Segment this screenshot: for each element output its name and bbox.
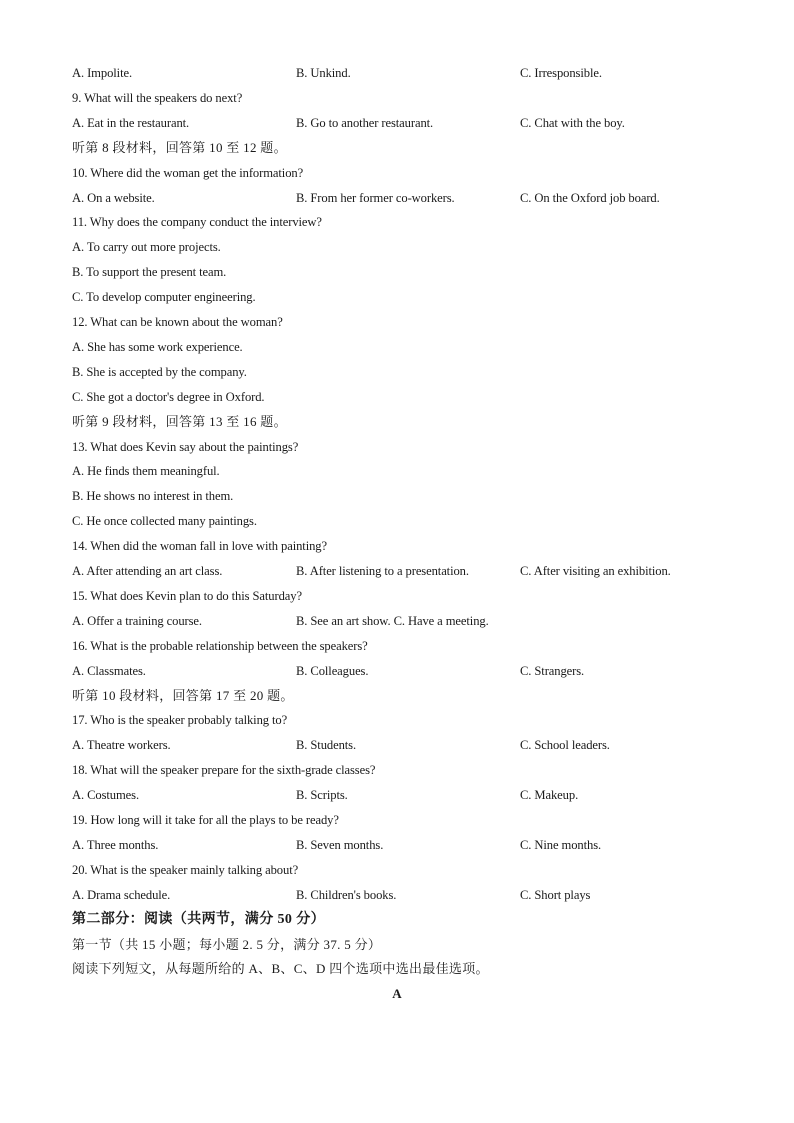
option-a: A. Impolite. xyxy=(72,66,133,80)
option-b: B. Colleagues. xyxy=(296,664,369,678)
instruction-line: 听第 8 段材料，回答第 10 至 12 题。 xyxy=(72,140,287,155)
question-line: 10. Where did the woman get the information? xyxy=(72,166,304,180)
option-b: B. Scripts. xyxy=(296,788,348,802)
option-c: C. Makeup. xyxy=(520,788,579,802)
question-line: 20. What is the speaker mainly talking about? xyxy=(72,863,299,877)
option-b: B. See an art show. C. Have a meeting. xyxy=(296,614,489,628)
option-a: A. Three months. xyxy=(72,838,159,852)
question-line: A. To carry out more projects. xyxy=(72,240,221,254)
question-line: 15. What does Kevin plan to do this Saturday? xyxy=(72,589,302,603)
option-a: A. Offer a training course. xyxy=(72,614,202,628)
question-line: 11. Why does the company conduct the interview? xyxy=(72,215,322,229)
option-c: C. After visiting an exhibition. xyxy=(520,564,671,578)
question-line: 17. Who is the speaker probably talking to? xyxy=(72,713,288,727)
question-line: A. He finds them meaningful. xyxy=(72,464,220,478)
option-a: A. Eat in the restaurant. xyxy=(72,116,190,130)
option-b: B. Go to another restaurant. xyxy=(296,116,434,130)
question-line: 16. What is the probable relationship between the speakers? xyxy=(72,639,368,653)
instruction-line: 听第 10 段材料，回答第 17 至 20 题。 xyxy=(72,688,294,703)
option-a: A. After attending an art class. xyxy=(72,564,223,578)
option-c: C. Nine months. xyxy=(520,838,602,852)
option-b: B. Unkind. xyxy=(296,66,351,80)
option-c: C. School leaders. xyxy=(520,738,610,752)
question-line: C. She got a doctor's degree in Oxford. xyxy=(72,390,265,404)
option-c: C. Short plays xyxy=(520,888,591,902)
instruction-line: 第一节（共 15 小题；每小题 2. 5 分，满分 37. 5 分） xyxy=(72,937,382,952)
option-a: A. Theatre workers. xyxy=(72,738,171,752)
option-a: A. On a website. xyxy=(72,191,155,205)
passage-label: A xyxy=(392,986,402,1001)
question-line: B. He shows no interest in them. xyxy=(72,489,234,503)
question-line: 19. How long will it take for all the plays to be ready? xyxy=(72,813,339,827)
section-heading: 第二部分：阅读（共两节，满分 50 分） xyxy=(72,912,325,927)
question-line: 9. What will the speakers do next? xyxy=(72,91,243,105)
question-line: C. He once collected many paintings. xyxy=(72,514,257,528)
option-b: B. From her former co-workers. xyxy=(296,191,455,205)
question-line: A. She has some work experience. xyxy=(72,340,243,354)
option-c: C. Chat with the boy. xyxy=(520,116,625,130)
option-b: B. Children's books. xyxy=(296,888,397,902)
option-b: B. Seven months. xyxy=(296,838,384,852)
question-line: C. To develop computer engineering. xyxy=(72,290,256,304)
question-line: B. To support the present team. xyxy=(72,265,227,279)
option-b: B. Students. xyxy=(296,738,357,752)
instruction-line: 阅读下列短文，从每题所给的 A、B、C、D 四个选项中选出最佳选项。 xyxy=(72,961,489,976)
question-line: 18. What will the speaker prepare for the sixth-grade classes? xyxy=(72,763,376,777)
option-a: A. Drama schedule. xyxy=(72,888,171,902)
question-line: B. She is accepted by the company. xyxy=(72,365,247,379)
question-line: 14. When did the woman fall in love with painting? xyxy=(72,539,327,553)
question-line: 12. What can be known about the woman? xyxy=(72,315,283,329)
option-c: C. Strangers. xyxy=(520,664,585,678)
option-b: B. After listening to a presentation. xyxy=(296,564,469,578)
option-c: C. Irresponsible. xyxy=(520,66,602,80)
question-line: 13. What does Kevin say about the paintings? xyxy=(72,440,299,454)
instruction-line: 听第 9 段材料，回答第 13 至 16 题。 xyxy=(72,414,287,429)
option-a: A. Classmates. xyxy=(72,664,146,678)
option-c: C. On the Oxford job board. xyxy=(520,191,660,205)
option-a: A. Costumes. xyxy=(72,788,140,802)
